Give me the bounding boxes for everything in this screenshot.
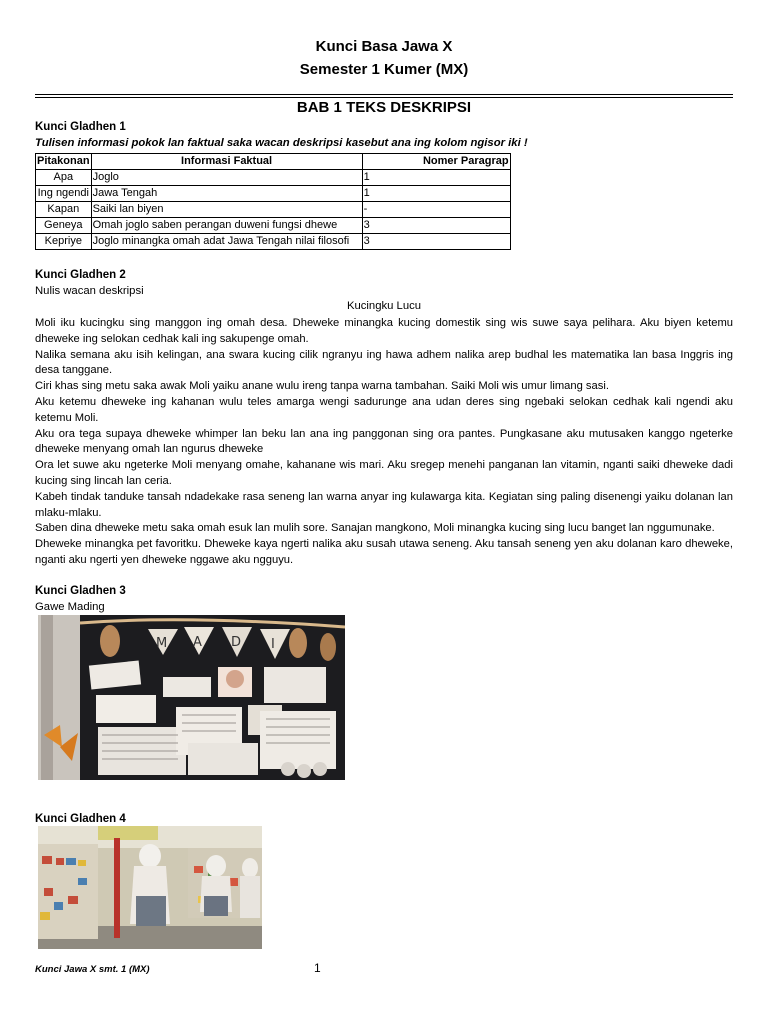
gladhen3-subtitle: Gawe Mading — [35, 601, 105, 613]
facts-table — [35, 153, 511, 250]
chapter-title: BAB 1 TEKS DESKRIPSI — [296, 99, 472, 116]
mading-photo — [38, 615, 345, 780]
col-header: Pitakonan — [36, 154, 92, 170]
banner-letter: A — [193, 635, 202, 650]
col-header: Informasi Faktual — [91, 154, 362, 170]
table-row — [36, 186, 511, 202]
table-cell: Joglo minangka omah adat Jawa Tengah nilai filosofi — [91, 234, 362, 250]
story-paragraph: Aku ora tega supaya dheweke whimper lan beku lan ana ing panggonan sing ora pantes. Pungkasane aku mutusaken kanggo ngeterke dheweke menyang omah lan ngurus dheweke — [35, 427, 733, 456]
table-cell: Joglo — [91, 170, 362, 186]
col-header: Nomer Paragrap — [362, 154, 510, 170]
story-paragraph: Moli iku kucingku sing manggon ing omah desa. Dheweke minangka kucing domestik sing wis suwe saya pelihara. Aku biyen ketemu dheweke ing selokan cedhak kali ing sakupenge omah. — [35, 317, 733, 345]
gladhen2-heading: Kunci Gladhen 2 — [35, 269, 126, 281]
story-paragraph: Kabeh tindak tanduke tansah ndadekake rasa seneng lan warna anyar ing kulawarga kita. Kegiatan sing paling disenengi yaiku dolanan lan mlaku-mlaku. — [35, 490, 733, 519]
gladhen4-heading: Kunci Gladhen 4 — [35, 813, 126, 825]
table-cell: Saiki lan biyen — [91, 202, 362, 218]
table-header-row — [36, 154, 511, 170]
gladhen2-subtitle: Nulis wacan deskripsi — [35, 285, 144, 297]
gladhen1-heading: Kunci Gladhen 1 — [35, 121, 126, 133]
page-number: 1 — [314, 961, 321, 975]
table-cell: Kepriye — [36, 234, 92, 250]
divider-top — [35, 94, 733, 95]
table-cell: - — [362, 202, 510, 218]
table-cell: Ing ngendi — [36, 186, 92, 202]
table-row — [36, 218, 511, 234]
story-paragraph: Aku ketemu dheweke ing kahanan wulu teles amarga wengi sadurunge ana udan deres sing ngebaki selokan cedhak kali ngendi aku ketemu Moli. — [35, 395, 733, 424]
story-paragraph: Ora let suwe aku ngeterke Moli menyang omahe, kahanane wis mari. Aku sregep menehi panganan lan vitamin, nganti saiki dheweke dadi kucing sing lincah lan ceria. — [35, 459, 733, 487]
page-title-line1: Kunci Basa Jawa X — [315, 38, 453, 55]
table-cell: 3 — [362, 218, 510, 234]
story-paragraph: Nalika semana aku isih kelingan, ana swara kucing cilik ngranyu ing hawa adhem nalika arep budhal les matematika lan basa Inggris ing desa tanggane. — [35, 348, 733, 377]
table-cell: Kapan — [36, 202, 92, 218]
table-cell: 3 — [362, 234, 510, 250]
banner-letter: I — [271, 637, 275, 652]
banner-letter: M — [156, 636, 168, 651]
table-row — [36, 170, 511, 186]
table-row — [36, 202, 511, 218]
story-body — [35, 316, 733, 569]
gladhen1-instruction: Tulisen informasi pokok lan faktual saka wacan deskripsi kasebut ana ing kolom ngisor iki ! — [35, 137, 528, 149]
table-cell: 1 — [362, 170, 510, 186]
story-paragraph: Dheweke minangka pet favoritku. Dheweke kaya ngerti nalika aku susah utawa seneng. Aku tansah seneng yen aku dolanan karo dheweke, nganti aku ngerti yen dheweke nggawe aku ngguyu. — [35, 538, 733, 566]
banner-letter: D — [231, 635, 242, 650]
story-paragraph: Ciri khas sing metu saka awak Moli yaiku anane wulu ireng tanpa warna tambahan. Saiki Moli wis umur limang sasi. — [35, 380, 609, 393]
page-title-line2: Semester 1 Kumer (MX) — [299, 61, 469, 78]
divider-bottom — [35, 97, 733, 98]
table-cell: Apa — [36, 170, 92, 186]
table-cell: 1 — [362, 186, 510, 202]
table-cell: Omah joglo saben perangan duweni fungsi dhewe — [91, 218, 362, 234]
table-cell: Geneya — [36, 218, 92, 234]
gladhen3-heading: Kunci Gladhen 3 — [35, 585, 126, 597]
footer-label: Kunci Jawa X smt. 1 (MX) — [35, 964, 150, 975]
story-paragraph: Saben dina dheweke metu saka omah esuk lan mulih sore. Sanajan mangkono, Moli minangka kucing sing lucu banget lan nggumunake. — [35, 522, 715, 535]
shop-photo — [38, 826, 262, 949]
story-title: Kucingku Lucu — [346, 300, 422, 312]
table-cell: Jawa Tengah — [91, 186, 362, 202]
table-row — [36, 234, 511, 250]
